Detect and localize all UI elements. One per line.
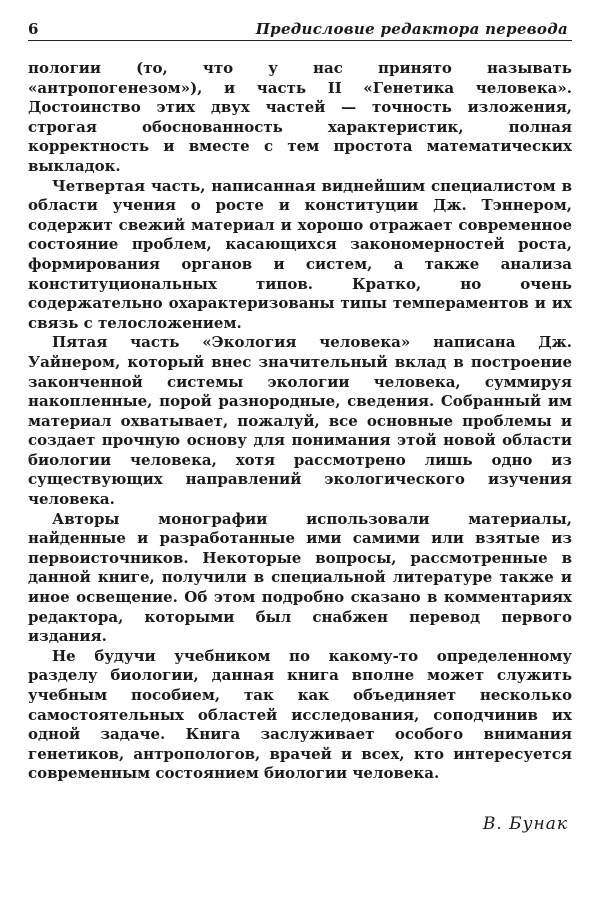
page-number: 6 [28, 20, 39, 38]
paragraph: Пятая часть «Экология человека» написана Дж. Уайнером, который внес значительный вклад в построение законченной системы экологии человека, суммируя накопленные, порой разнородные, сведения. Собранный им материал охватывает, пожалуй, все основные проблемы и создает прочную основу для понимания этой новой области биологии человека, хотя рассмотрено лишь одно из существующих направлений экологического изучения человека. [28, 333, 572, 509]
paragraph-continued: пологии (то, что у нас принято называть «антропогенезом»), и часть II «Генетика человека». Достоинство этих двух частей — точность изложения, строгая обоснованность характеристик, полная корректность и вместе с тем простота математических выкладок. [28, 59, 572, 175]
paragraph: Не будучи учебником по какому-то определенному разделу биологии, данная книга вполне может служить учебным пособием, так как объединяет несколько самостоятельных областей исследования, соподчинив их одной задаче. Книга заслуживает особого внимания генетиков, антропологов, врачей и всех, кто интересуется современным состоянием биологии человека. [28, 646, 572, 783]
book-page [28, 18, 572, 834]
running-header [28, 18, 572, 41]
running-title: Предисловие редактора перевода [255, 20, 568, 38]
paragraph: Четвертая часть, написанная виднейшим специалистом в области учения о росте и конституции Дж. Тэннером, содержит свежий материал и хорошо отражает современное состояние проблем, касающихся закономерностей роста, формирования органов и систем, а также анализа конституциональных типов. Кратко, но очень содержательно охарактеризованы типы темпераментов и их связь с телосложением. [28, 176, 572, 332]
paragraph: Авторы монографии использовали материалы, найденные и разработанные ими самими или взятые из первоисточников. Некоторые вопросы, рассмотренные в данной книге, получили в специальной литературе также и иное освещение. Об этом подробно сказано в комментариях редактора, которыми был снабжен перевод первого издания. [28, 509, 572, 646]
author-signature: В. Бунак [482, 813, 568, 834]
body-text [28, 59, 572, 784]
